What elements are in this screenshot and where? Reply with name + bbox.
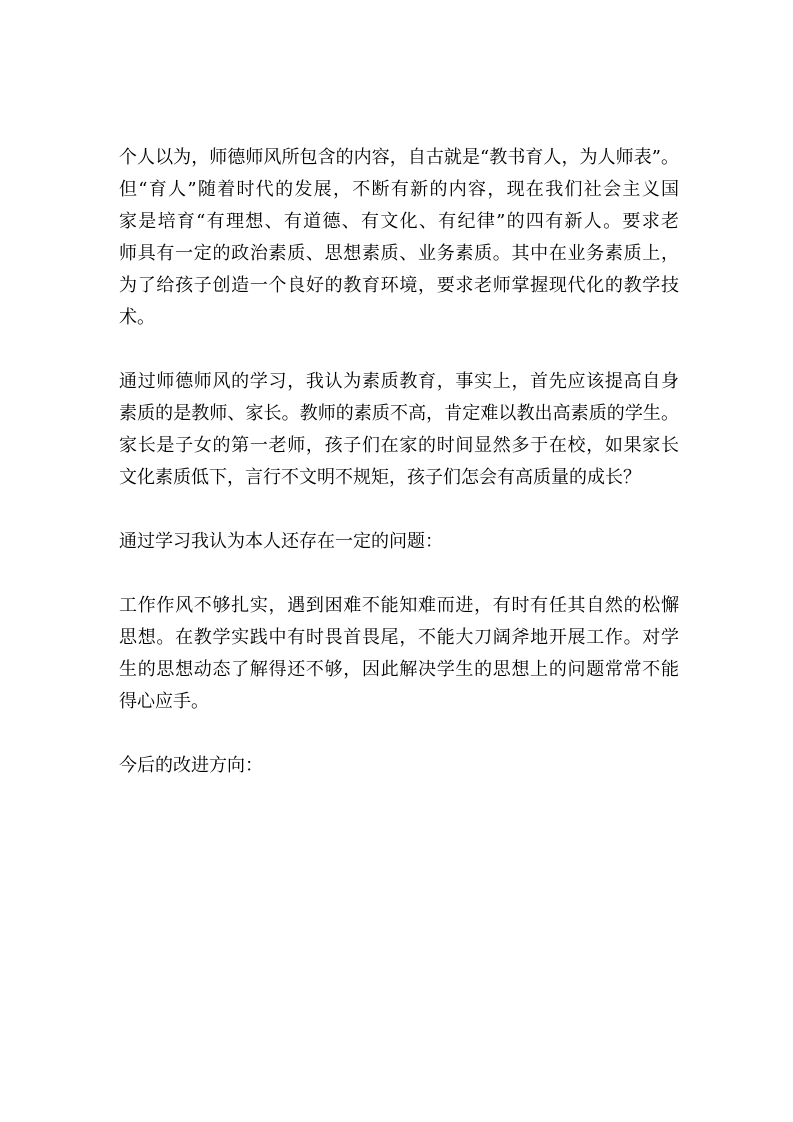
text-line: 为了给孩子创造一个良好的教育环境，要求老师掌握现代化的教学技 [119, 275, 679, 296]
paragraph-teacher-ethics-content [119, 142, 679, 334]
paragraph-spacer [119, 334, 679, 366]
text-line: 但“育人”随着时代的发展，不断有新的内容，现在我们社会主义国 [119, 179, 679, 200]
paragraph-spacer [119, 558, 679, 590]
paragraph-spacer [119, 718, 679, 750]
text-line: 素质的是教师、家长。教师的素质不高，肯定难以教出高素质的学生。 [119, 403, 679, 424]
document-body [119, 142, 679, 782]
text-line: 得心应手。 [119, 691, 209, 712]
text-line: 文化素质低下，言行不文明不规矩，孩子们怎会有高质量的成长？ [119, 467, 641, 488]
text-line: 今后的改进方向： [119, 755, 263, 776]
paragraph-work-style-problems [119, 590, 679, 718]
paragraph-quality-education [119, 366, 679, 494]
paragraph-spacer [119, 494, 679, 526]
text-line: 生的思想动态了解得还不够，因此解决学生的思想上的问题常常不能 [119, 659, 679, 680]
text-line: 思想。在教学实践中有时畏首畏尾，不能大刀阔斧地开展工作。对学 [119, 627, 679, 648]
text-line: 师具有一定的政治素质、思想素质、业务素质。其中在业务素质上， [119, 243, 679, 264]
text-line: 家是培育“有理想、有道德、有文化、有纪律”的四有新人。要求老 [119, 211, 679, 232]
paragraph-improvement-heading [119, 750, 679, 782]
text-line: 工作作风不够扎实，遇到困难不能知难而进，有时有任其自然的松懈 [119, 595, 679, 616]
text-line: 通过师德师风的学习，我认为素质教育，事实上，首先应该提高自身 [119, 371, 679, 392]
text-line: 通过学习我认为本人还存在一定的问题： [119, 531, 443, 552]
text-line: 个人以为，师德师风所包含的内容，自古就是“教书育人，为人师表”。 [119, 147, 679, 168]
text-line: 术。 [119, 307, 155, 328]
text-line: 家长是子女的第一老师，孩子们在家的时间显然多于在校，如果家长 [119, 435, 679, 456]
paragraph-problems-heading [119, 526, 679, 558]
